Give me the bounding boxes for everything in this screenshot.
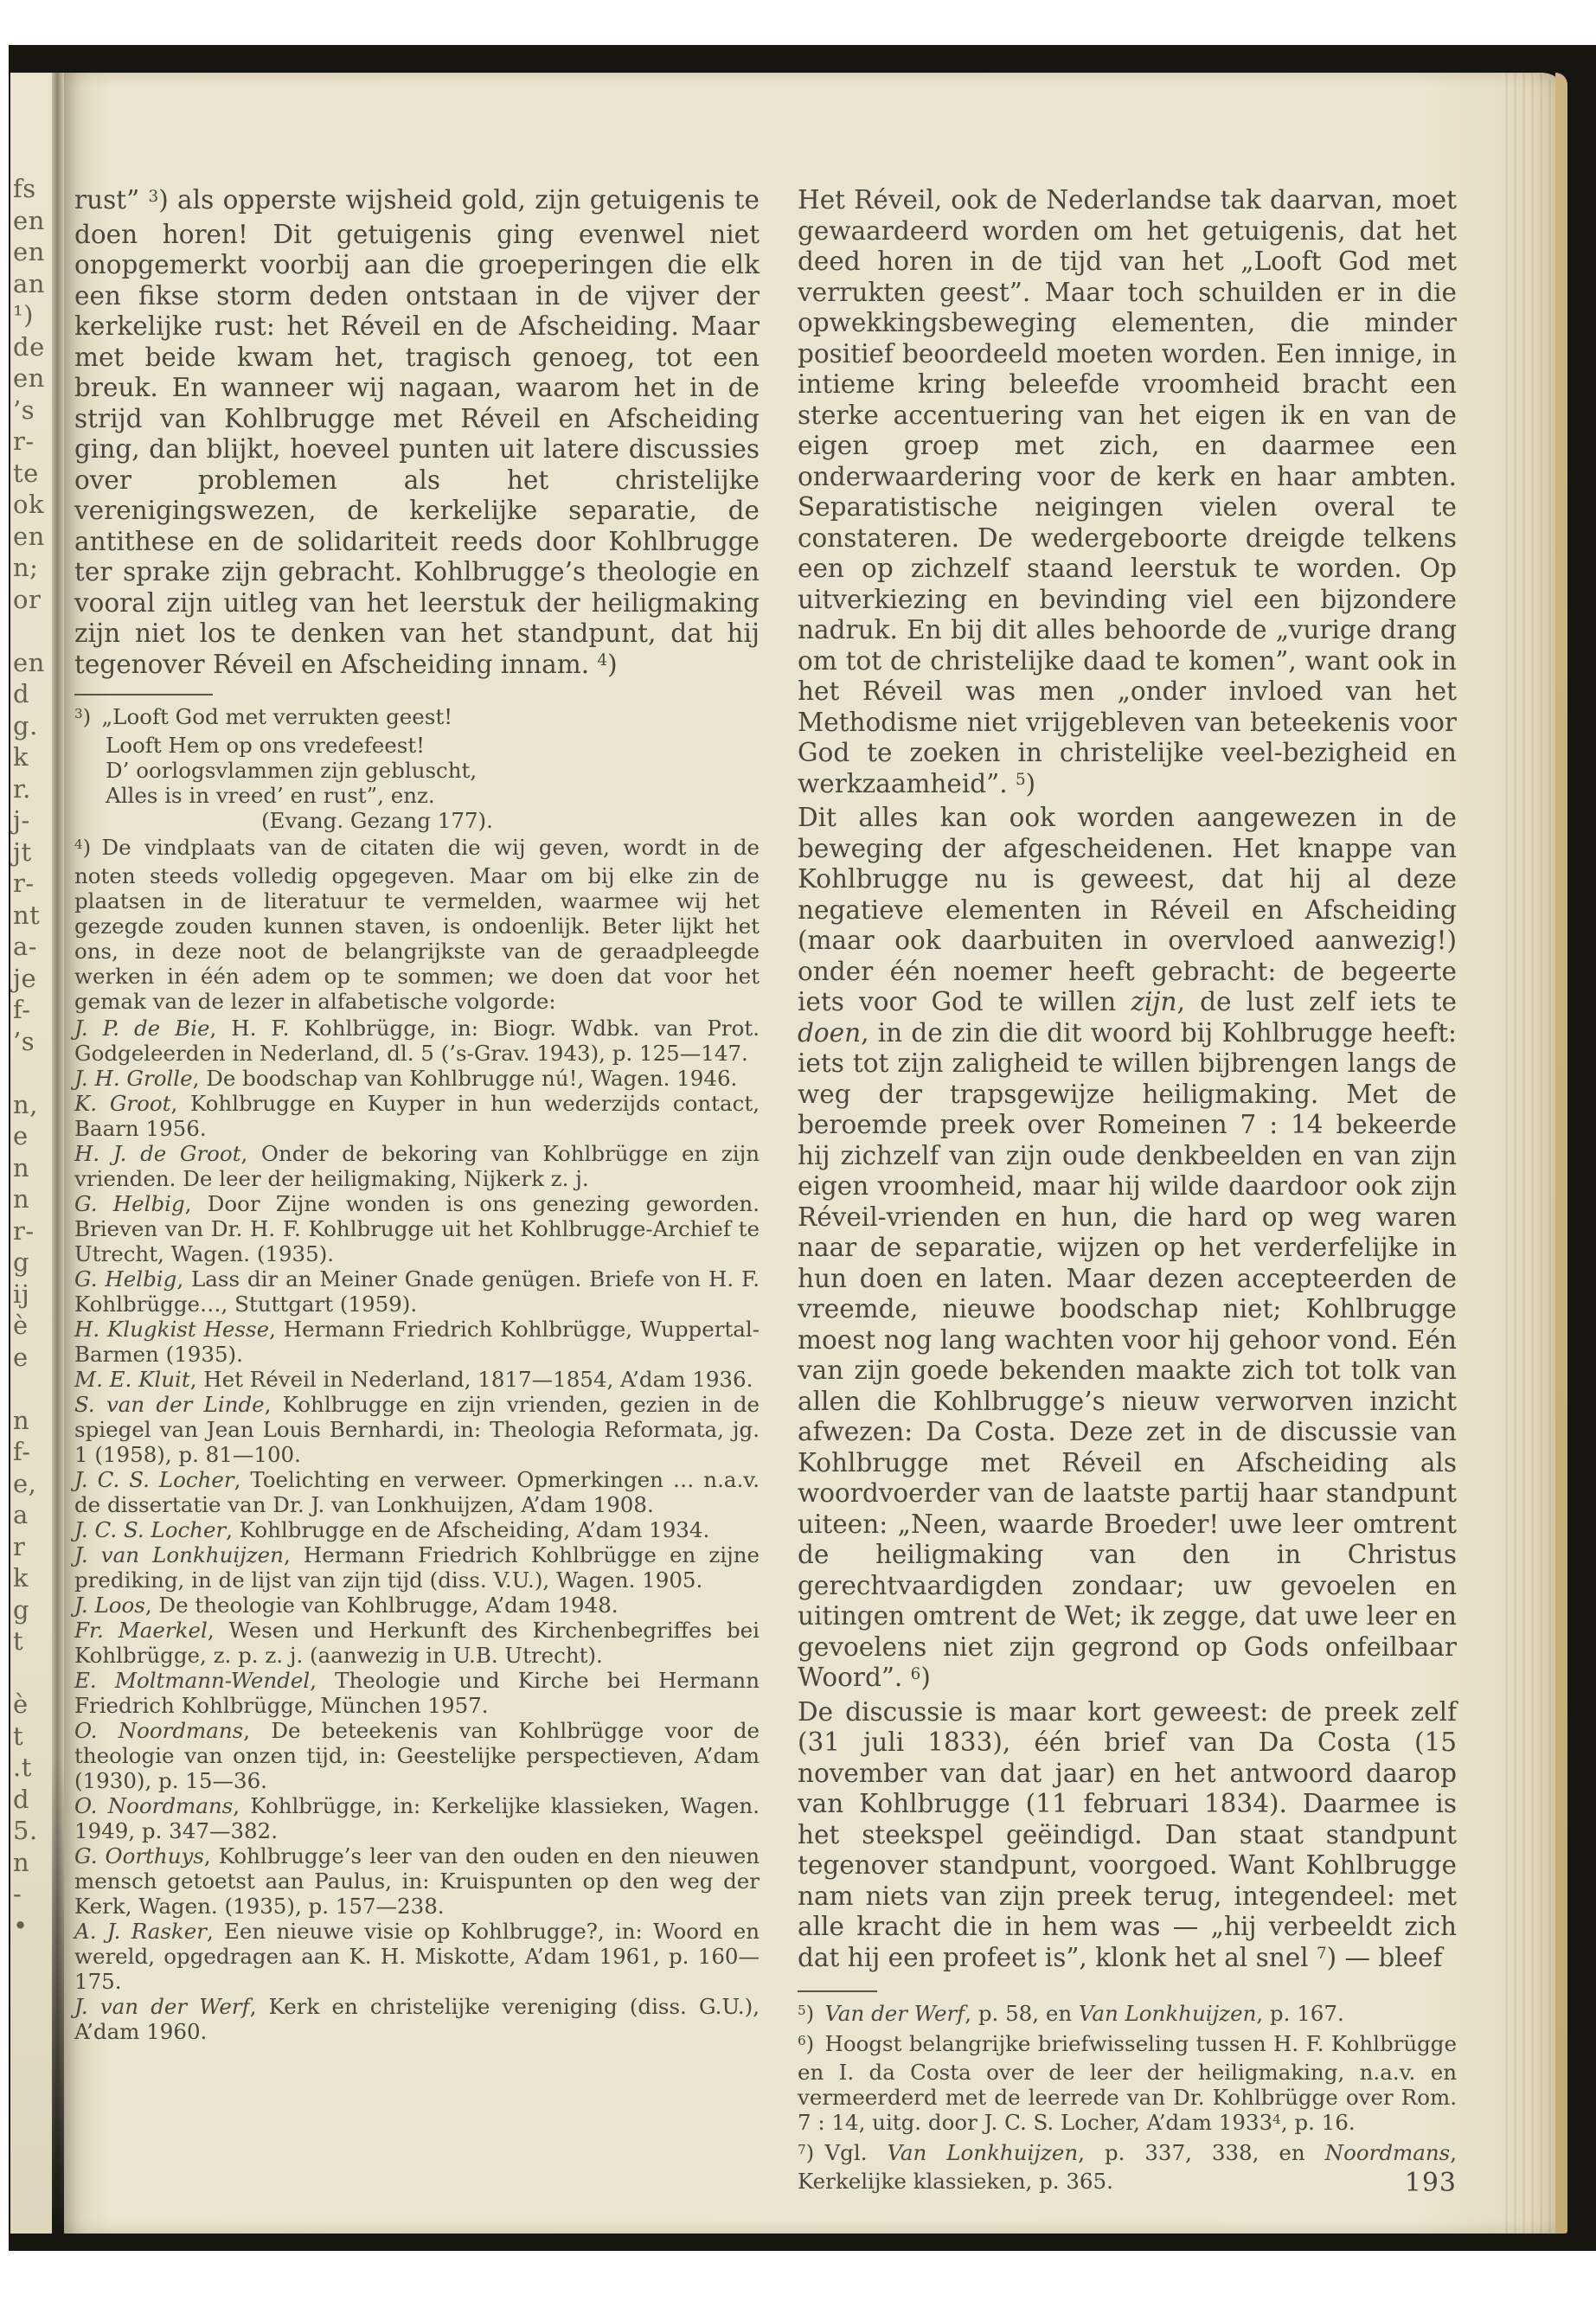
edge-fragment: .t [13,1753,32,1782]
bibliography-author: E. Moltmann-Wendel [74,1668,311,1693]
superscript-number: 5 [1016,771,1026,790]
bibliography-entry [74,1016,760,1066]
bibliography-reference: , Onder de bekoring van Kohlbrügge en zijn vrienden. De leer der heiligmaking, Nijkerk z. j. [74,1141,760,1191]
footnote-separator-right [798,1990,877,1992]
edge-fragment: - [13,1879,22,1908]
edge-fragment: n, [13,1089,38,1119]
bibliography-author: A. J. Rasker [74,1919,207,1944]
text-run: , in de zin die dit woord bij Kohlbrugge heeft: iets tot zijn zaligheid te willen bijbrengen langs de weg der trapsgewijze heiligmaking. Met de beroemde preek over Romeinen 7 : 14 bekeerde hij zichzelf van zijn oude denkbeelden en van zijn eigen vroomheid, maar hij wilde daardoor ook zijn Réveil-vrienden en hun, die hard op weg waren naar de separatie, wijzen op het verderfelijke in hun doen en laten. Maar dezen accepteerden de vreemde, nieuwe boodschap niet; Kohlbrugge moest nog lang wachten voor hij gehoor vond. Eén van zijn goede bekenden maakte zich tot tolk van allen die Kohlbrugge’s nieuw verworven inzicht afwezen: Da Costa. Deze zet in de discussie van Kohlbrugge met Réveil en Afscheiding als woordvoerder van de laatste partij haar standpunt uiteen: „Neen, waarde Broeder! uwe leer omtrent de heiligmaking van den in Christus gerechtvaardigden zondaar; uw gevoelen en uitingen omtrent de Wet; ik zegge, dat uwe leer en gevoelens niet zijn gegrond op Gods onfeilbaar Woord”. [798,1017,1457,1692]
bibliography-entry [74,1367,760,1392]
text-run: Hoogst belangrijke briefwisseling tussen H. F. Kohlbrügge en I. da Costa over de leer der heiligmaking, n.a.v. en vermeerderd met de leerrede van Dr. Kohlbrügge over Rom. 7 : 14, uitg. door J. C. S. Locher, A’dam 1933 [798,2031,1457,2135]
edge-fragment: n [13,1184,30,1214]
bibliography-reference: , Kohlbrugge en Kuyper in hun wederzijds contact, Baarn 1956. [74,1091,760,1141]
previous-page-text-fragments [10,73,52,1941]
bibliography-reference: , Kohlbrugge en de Afscheiding, A’dam 1934. [226,1517,710,1542]
edge-fragment: k [13,1563,29,1593]
edge-fragment: a- [13,932,38,961]
edge-fragment: ¹) [13,300,34,330]
bibliography-reference: , Lass dir an Meiner Gnade genügen. Briefe von H. F. Kohlbrügge…, Stuttgart (1959). [74,1266,760,1317]
text-run: rust” [74,185,149,215]
bibliography-entry [74,1091,760,1141]
bibliography-author: O. Noordmans [74,1793,234,1818]
right-column-footnotes [798,2001,1457,2194]
text-run: ) als opperste wijsheid gold, zijn getuigenis te doen horen! Dit getuigenis ging evenwel niet onopgemerkt voorbij aan die groeperingen die elk een fikse storm deden ontstaan in de vijver der kerkelijke rust: het Réveil en de Afscheiding. Maar met beide kwam het, tragisch genoeg, tot een breuk. En wanneer wij nagaan, waarom het in de strijd van Kohlbrugge met Réveil en Afscheiding ging, dan blijkt, hoeveel punten uit latere discussies over problemen als het christelijke verenigingswezen, de kerkelijke separatie, de antithese en de solidariteit reeds door Kohlbrugge ter sprake zijn gebracht. Kohlbrugge’s theologie en vooral zijn uitleg van het leerstuk der heiligmaking zijn niet los te denken van het standpunt, dat hij tegenover Réveil en Afscheiding innam. [74,185,760,679]
bibliography-reference: , Kohlbrugge en zijn vrienden, gezien in de spiegel van Jean Louis Bernhardi, in: Theologia Reformata, jg. 1 (1958), p. 81—100. [74,1392,760,1467]
bibliography-entry [74,1141,760,1191]
text-run: Het Réveil, ook de Nederlandse tak daarvan, moet gewaardeerd worden om het getuigenis, dat het deed horen in de tijd van het „Looft God met verrukten geest”. Maar toch schuilden er in die opwekkingsbeweging elementen, die minder positief beoordeeld moeten worden. Een innige, in intieme kring beleefde vroomheid bracht een sterke accentuering van het eigen ik en van de eigen groep met zich, en daarmee een onderwaardering voor de kerk en haar ambten. Separatistische neigingen vielen overal te constateren. De wedergeboorte dreigde telkens een op zichzelf staand leerstuk te worden. Op uitverkiezing en bevinding viel een bijzondere nadruk. En bij dit alles behoorde de „vurige drang om tot de christelijke daad te komen”, want ook in het Réveil was men „onder invloed van het Methodisme niet vrijgebleven van beteekenis voor God te zoeken in christelijke veel-bezigheid en werkzaamheid”. [798,185,1457,798]
text-run: , p. 167. [1256,2001,1344,2026]
bibliography-reference: , Toelichting en verweer. Opmerkingen … n.a.v. de dissertatie van Dr. J. van Lonkhuijzen, A’dam 1908. [74,1467,760,1517]
edge-fragment: en [13,647,45,677]
edge-fragment: jt [13,836,32,867]
edge-fragment: t [13,1626,24,1656]
bibliography-reference: , Door Zijne wonden is ons genezing geworden. Brieven van Dr. H. F. Kohlbrugge uit het Kohlbrugge-Archief te Utrecht, Wagen. (1935). [74,1191,760,1266]
page-fore-edge-streaks [1505,73,1555,2234]
bibliography-entry [74,1618,760,1668]
edge-fragment: n [13,1847,30,1877]
edge-fragment: r- [13,426,35,456]
bibliography-reference: , Het Réveil in Nederland, 1817—1854, A’dam 1936. [189,1367,753,1392]
bibliography-author: H. Klugkist Hesse [74,1317,270,1342]
bibliography-author: G. Oorthuys [74,1843,204,1868]
bibliography-reference: , Theologie und Kirche bei Hermann Friedrich Kohlbrügge, München 1957. [74,1668,760,1718]
edge-fragment: ij [13,1279,30,1309]
bibliography-author: G. Helbig [74,1266,177,1292]
body-paragraph [798,185,1457,803]
bibliography-entry [74,1843,760,1919]
right-column [798,185,1457,2195]
footnote-marker: 5 [798,2003,806,2019]
edge-fragment: t [13,1721,24,1751]
page-gutter-shadow [52,73,64,2234]
bibliography-entry [74,1266,760,1317]
edge-fragment: de [13,331,45,362]
bibliography-entry [74,1392,760,1467]
italic-text: Noordmans [1324,2140,1451,2165]
text-run: De discussie is maar kort geweest: de preek zelf (31 juli 1833), één brief van Da Costa (15 november van dat jaar) en het antwoord daarop van Kohlbrugge (11 februari 1834). Daarmee is het steekspel geëindigd. Dan staat standpunt tegenover standpunt, voorgoed. Want Kohlbrugge nam niets van zijn preek terug, integendeel: met alle kracht die in hem was — „hij verbeeldt zich dat hij een profeet is”, klonk het al snel [798,1696,1457,1972]
edge-fragment [10,1657,52,1689]
bibliography-entry [74,1066,760,1091]
text-run: ) [1025,768,1036,798]
verse-line: Looft Hem op ons vredefeest! [106,733,426,758]
text-run: Dit alles kan ook worden aangewezen in de beweging der afgescheidenen. Het knappe van Kohlbrugge nu is geweest, dat hij al deze negatieve elementen in Réveil en Afscheiding (maar ook daarbuiten in overvloed aanwezig!) onder één noemer heeft gebracht: de begeerte iets voor God te willen [798,803,1457,1016]
footnote-marker: 7 [798,2142,806,2158]
bibliography-entry [74,1793,760,1843]
edge-fragment: r [13,1531,26,1561]
footnote-verse [74,704,760,833]
bibliography-reference: , De beteekenis van Kohlbrügge voor de theologie van onzen tijd, in: Geestelijke perspectieven, A’dam (1930), p. 15—36. [74,1718,760,1793]
superscript-number: 3 [148,187,159,206]
bibliography-entry [74,1317,760,1367]
footnote: $^5$) Van der Werf, p. 58, en Van Lonkhuijzen, p. 167. [798,2001,1344,2026]
edge-fragment: è [13,1311,29,1340]
verse-line: D’ oorlogsvlammen zijn gebluscht, [106,758,478,783]
footnote-marker: 3 [74,706,83,722]
edge-fragment: r. [13,773,31,804]
bibliography-entry [74,1467,760,1517]
footnote-marker: 6 [798,2033,806,2049]
bibliography-entry [74,1994,760,2044]
bibliography-reference: , Kohlbrugge’s leer van den ouden en den nieuwen mensch getoetst aan Paulus, in: Kruispunten op den weg der Kerk, Wagen. (1935), p. 157—238. [74,1843,760,1919]
bibliography-entry [74,1668,760,1718]
bibliography-author: J. C. S. Locher [74,1517,227,1542]
bibliography-reference: , Hermann Friedrich Kohlbrügge, Wuppertal-Barmen (1935). [74,1317,760,1367]
bibliography-author: J. P. de Bie [74,1016,210,1041]
verse-attribution: (Evang. Gezang 177). [261,808,493,833]
text-run: ) [920,1663,931,1692]
italic-text: Van der Werf [824,2001,965,2026]
edge-fragment: f- [13,995,31,1024]
italic-text: Van Lonkhuijzen [1078,2001,1257,2026]
bibliography-author: J. van Lonkhuijzen [74,1542,284,1567]
bibliography-reference: , Hermann Friedrich Kohlbrügge en zijne prediking, in de lijst van zijn tijd (diss. V.U.), Wagen. 1905. [74,1542,760,1593]
italic-text: doen [798,1017,862,1048]
edge-fragment: k [13,742,29,772]
bibliography-author: O. Noordmans [74,1718,244,1743]
bibliography-reference: , Kerk en christelijke vereniging (diss. G.U.), A’dam 1960. [74,1994,760,2044]
verse-line: $^3$) „Looft God met verrukten geest! [74,704,453,729]
left-column [74,185,760,2044]
edge-fragment: e, [13,1468,37,1498]
footnote-separator-left [74,694,213,695]
edge-fragment: e [13,1121,29,1150]
edge-fragment: te [13,458,39,488]
text-run: ) — bleef [1326,1942,1443,1972]
text-run: ) [607,649,618,679]
edge-fragment: nt [13,900,41,930]
footnote: $^4$) De vindplaats van de citaten die wij geven, wordt in de noten steeds volledig opgegeven. Maar om bij elke zin de plaatsen in de literatuur te vermelden, waarmee wij het gezegde zouden kunnen staven, is ondoenlijk. Beter lijkt het ons, in deze noot de belangrijkste van de geraadpleegde werken in één adem op te sommen; we doen dat voor het gemak van de lezer in alfabetische volgorde: [74,835,760,1014]
edge-fragment: r- [13,1215,35,1246]
bibliography-author: J. H. Grolle [74,1066,193,1091]
bibliography-author: G. Helbig [74,1191,185,1216]
edge-fragment: n [13,1152,30,1183]
italic-text: Van Lonkhuijzen [887,2140,1079,2165]
body-paragraph [74,185,760,683]
edge-fragment: en [13,205,45,235]
edge-fragment: en [13,521,45,551]
bibliography-author: Fr. Maerkel [74,1618,208,1643]
edge-fragment: e [13,1342,29,1372]
edge-fragment: n; [13,553,39,582]
superscript-number: 4 [1272,2112,1281,2128]
edge-fragment: f- [13,1437,31,1466]
previous-page-edge [10,73,52,2234]
text-run: , p. 58, en [965,2001,1079,2026]
bibliography-author: J. Loos [74,1593,145,1618]
edge-fragment: an [13,268,45,298]
text-run: , de lust zelf iets te [1176,987,1457,1016]
edge-fragment: j- [13,805,30,835]
edge-fragment: d [13,1784,30,1814]
edge-fragment: n [13,1405,30,1435]
bibliography-entry [74,1517,760,1542]
bibliography-reference: , Kohlbrügge, in: Kerkelijke klassieken, Wagen. 1949, p. 347—382. [74,1793,760,1843]
edge-fragment: en [13,363,45,393]
bibliography-author: M. E. Kluit [74,1367,190,1392]
text-run: , Kerkelijke klassieken, p. 365. [798,2140,1457,2194]
bibliography-entry [74,1593,760,1618]
bibliography-author: H. J. de Groot [74,1141,241,1166]
edge-fragment [10,1373,52,1405]
bibliography-author: J. van der Werf [74,1994,250,2019]
text-run: De vindplaats van de citaten die wij geven, wordt in de noten steeds volledig opgegeven. Maar om bij elke zin de plaatsen in de literatuur te vermelden, waarmee wij het gezegde zouden kunnen staven, is ondoenlijk. Beter lijkt het ons, in deze noot de belangrijkste van de geraadpleegde werken in één adem op te sommen; we doen dat voor het gemak van de lezer in alfabetische volgorde: [74,835,760,1014]
bibliography-reference: , De boodschap van Kohlbrugge nú!, Wagen. 1946. [192,1066,738,1091]
bibliography-reference: , Een nieuwe visie op Kohlbrugge?, in: Woord en wereld, opgedragen aan K. H. Miskotte, A’dam 1961, p. 160—175. [74,1919,760,1994]
edge-fragment: ’s [13,1026,35,1056]
bibliography-reference: , H. F. Kohlbrügge, in: Biogr. Wdbk. van Prot. Godgeleerden in Nederland, dl. 5 (’s-Grav. 1943), p. 125—147. [74,1016,760,1066]
book-page [64,73,1567,2234]
edge-fragment: a [13,1500,29,1529]
bibliography-author: K. Groot [74,1091,171,1116]
text-run: , p. 337, 338, en [1078,2140,1325,2165]
superscript-number: 6 [910,1664,921,1683]
edge-fragment [10,1057,52,1089]
footnote: $^7$) Vgl. Van Lonkhuijzen, p. 337, 338, en Noordmans, Kerkelijke klassieken, p. 365. [798,2140,1457,2194]
edge-fragment: je [13,963,37,993]
bibliography-author: S. van der Linde [74,1392,265,1417]
right-column-main-text [798,185,1457,1977]
superscript-number: 7 [1317,1945,1327,1964]
left-column-main-text [74,185,760,683]
page-number: 193 [1404,2168,1457,2198]
edge-fragment: g [13,1247,30,1277]
body-paragraph [798,803,1457,1697]
edge-fragment: 5. [13,1816,38,1845]
verse-line: Alles is in vreed’ en rust”, enz. [106,783,435,808]
edge-fragment: ’s [13,394,35,425]
edge-fragment: g. [13,710,38,740]
edge-fragment: g [13,1594,30,1625]
footnote-marker: 4 [74,836,83,853]
superscript-number: 4 [597,651,608,670]
bibliography-reference: , De theologie van Kohlbrugge, A’dam 1948. [144,1593,619,1618]
footnote: $^6$) Hoogst belangrijke briefwisseling tussen H. F. Kohlbrügge en I. da Costa over de leer der heiligmaking, n.a.v. en vermeerderd met de leerrede van Dr. Kohlbrügge over Rom. 7 : 14, uitg. door J. C. S. Locher, A’dam 1933$^4$, p. 16. [798,2031,1457,2135]
bibliography-list [74,1016,760,2044]
bibliography-reference: , Wesen und Herkunft des Kirchenbegriffes bei Kohlbrügge, z. p. z. j. (aanwezig in U.B. Utrecht). [74,1618,760,1668]
edge-fragment: ok [13,490,45,519]
edge-fragment: • [13,1910,29,1940]
bibliography-entry [74,1718,760,1793]
text-run: , p. 16. [1280,2110,1356,2135]
bibliography-entry [74,1191,760,1266]
edge-fragment: en [13,237,45,266]
bibliography-entry [74,1542,760,1593]
italic-text: zijn [1131,987,1177,1016]
edge-fragment [10,615,52,647]
edge-fragment: fs [13,174,36,203]
body-paragraph [798,1697,1457,1977]
bibliography-author: J. C. S. Locher [74,1467,234,1492]
edge-fragment: d [13,679,30,708]
book-block-fore-edge [1555,73,1567,2234]
edge-fragment: r- [13,868,35,898]
edge-fragment: or [13,584,42,614]
text-run: Vgl. [824,2140,888,2165]
edge-fragment: è [13,1689,29,1719]
bibliography-entry [74,1919,760,1994]
left-column-footnotes [74,704,760,1014]
